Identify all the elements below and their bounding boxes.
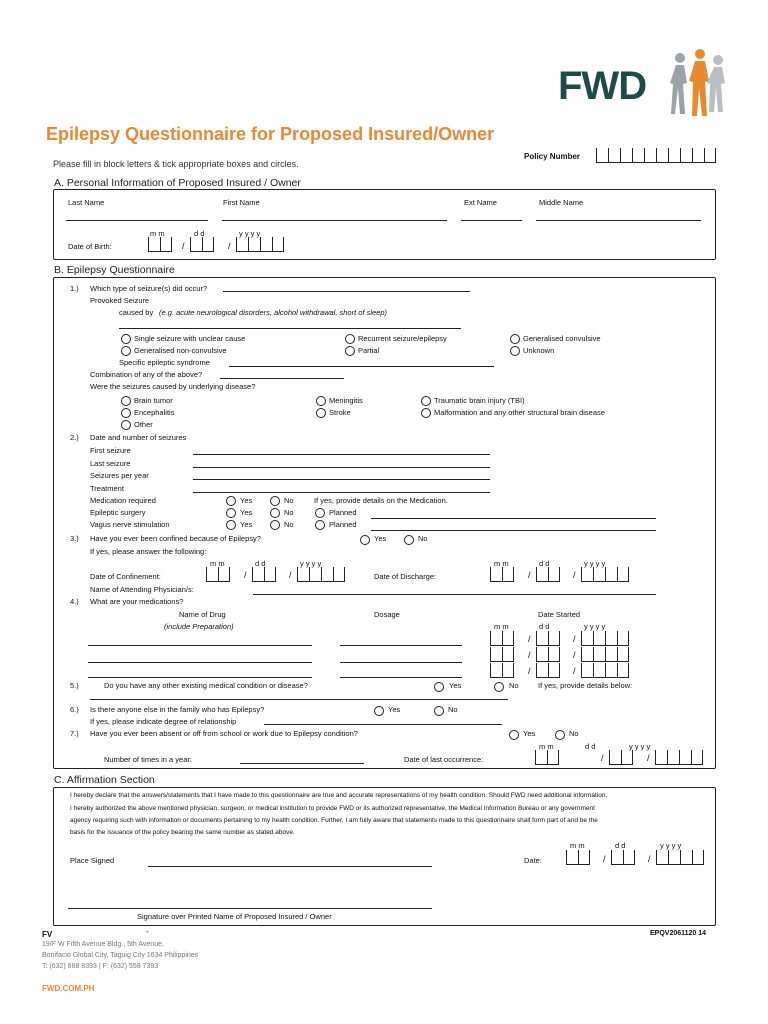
address-line-2: Bonifacio Global City, Taguig City 1634 Philippines [42,952,199,959]
opt-other-label: Other [134,420,153,429]
opt-stroke-label: Stroke [329,408,351,417]
q5-number: 5.) [70,681,79,690]
address-line-3: T: (632) 888 8393 | F: (632) 558 7393 [42,963,159,970]
radio-encephalitis[interactable] [121,408,131,418]
sign-date-label: Date: [524,856,542,865]
place-signed-field[interactable] [148,866,432,867]
radio-recurrent[interactable] [345,334,355,344]
form-code: EPQV2061120 14 [650,930,707,937]
radio-malformation[interactable] [421,408,431,418]
radio-q6-no[interactable] [434,706,444,716]
radio-q5-no[interactable] [494,682,504,692]
med-yyyy-hint: y y y y [584,622,606,631]
conf-yyyy-hint: y y y y [300,559,322,568]
occ-mm-hint: m m [539,742,554,751]
ext-name-field[interactable] [461,220,522,221]
section-a-title: A. Personal Information of Proposed Insured / Owner [54,177,301,189]
q7-no-label: No [569,729,579,738]
discharge-label: Date of Discharge: [374,572,437,581]
specific-syndrome-label: Specific epileptic syndrome [119,358,210,367]
conf-slash-1: / [244,570,247,580]
med-start-month[interactable] [490,647,514,662]
radio-q7-yes[interactable] [509,730,519,740]
q7-number: 7.) [70,729,79,738]
q4-number: 4.) [70,597,79,606]
vagus-label: Vagus nerve stimulation [90,520,170,529]
page-title: Epilepsy Questionnaire for Proposed Insured/Owner [46,124,495,144]
med-slash: / [528,650,531,660]
surgery-no-label: No [284,508,294,517]
sign-yyyy-hint: y y y y [660,841,682,850]
vagus-yes-label: Yes [240,520,253,529]
conf-dd-hint: d d [255,559,266,568]
radio-vagus-yes[interactable] [226,520,236,530]
occ-dd-hint: d d [585,742,596,751]
q2-text: Date and number of seizures [90,433,187,442]
med-start-day[interactable] [536,663,560,678]
first-seizure-field[interactable] [193,454,490,455]
radio-unknown[interactable] [510,346,520,356]
vagus-planned-label: Planned [329,520,357,529]
last-name-label: Last Name [68,198,105,207]
opt-brain-tumor-label: Brain tumor [134,396,173,405]
q6-text: Is there anyone else in the family who has Epilepsy? [90,705,265,714]
radio-medication-yes[interactable] [226,496,236,506]
opt-partial-label: Partial [358,346,380,355]
radio-other[interactable] [121,420,131,430]
treatment-field[interactable] [193,492,490,493]
section-b-title: B. Epilepsy Questionnaire [54,264,175,276]
affirmation-line-1: I hereby declare that the answers/statements that I have made to this questionnaire are true and accurate representations of my health condition. Should FWD need additional information, [70,792,608,799]
dis-slash-2: / [573,570,576,580]
q7-yes-label: Yes [523,729,536,738]
occ-slash-1: / [601,753,604,763]
opt-tbi-label: Traumatic brain injury (TBI) [434,396,525,405]
opt-recurrent-label: Recurrent seizure/epilepsy [358,334,447,343]
opt-gen-conv-label: Generalised convulsive [523,334,601,343]
q6-number: 6.) [70,705,79,714]
opt-gen-nonconv-label: Generalised non-convulsive [134,346,227,355]
radio-q6-yes[interactable] [374,706,384,716]
sign-mm-hint: m m [570,841,585,850]
website-link[interactable]: FWD.COM.PH [42,984,95,993]
dob-yyyy-hint: y y y y [239,229,261,238]
times-label: Number of times in a year: [104,755,192,764]
q7-text: Have you ever been absent or off from school or work due to Epilepsy condition? [90,729,358,738]
discharge-dd-hint: d d [539,559,550,568]
vagus-detail-field[interactable] [371,530,656,531]
dosage-header: Dosage [374,610,400,619]
physician-label: Name of Attending Physician/s: [90,585,194,594]
ext-name-label: Ext Name [464,198,497,207]
medication-detail-label: If yes, provide details on the Medication. [314,496,448,505]
radio-partial[interactable] [345,346,355,356]
sign-date-year[interactable] [656,850,704,865]
physician-field[interactable] [253,594,656,595]
med-dd-hint: d d [539,622,550,631]
medication-no-label: No [284,496,294,505]
combination-field[interactable] [220,378,344,379]
last-occ-month[interactable] [535,750,559,765]
discharge-mm-hint: m m [494,559,509,568]
dosage-field[interactable] [340,677,462,678]
include-prep-note: (include Preparation) [164,622,234,631]
radio-surgery-yes[interactable] [226,508,236,518]
radio-vagus-planned[interactable] [315,520,325,530]
underlying-label: Were the seizures caused by underlying disease? [90,382,256,391]
med-slash: / [528,634,531,644]
med-start-year[interactable] [581,647,629,662]
radio-single-seizure[interactable] [121,334,131,344]
treatment-label: Treatment [90,484,124,493]
med-start-day[interactable] [536,647,560,662]
q1-text: Which type of seizure(s) did occur? [90,284,208,293]
confinement-day[interactable] [252,567,276,582]
med-start-month[interactable] [490,631,514,646]
policy-number-input[interactable] [596,148,716,163]
footer-fv: FV [42,930,53,939]
provoked-label: Provoked Seizure [90,296,150,305]
opt-meningitis-label: Meningitis [329,396,363,405]
q5-text: Do you have any other existing medical condition or disease? [104,681,308,690]
caused-by-label: caused by [119,308,154,317]
last-name-field[interactable] [66,220,208,221]
place-signed-label: Place Signed [70,856,115,865]
conf-mm-hint: m m [210,559,225,568]
occ-yyyy-hint: y y y y [629,742,651,751]
med-start-day[interactable] [536,631,560,646]
times-field[interactable] [240,763,364,764]
caused-by-example: (e.g. acute neurological disorders, alcohol withdrawal, short of sleep) [159,308,388,317]
drug-header: Name of Drug [179,610,226,619]
per-year-field[interactable] [193,479,490,480]
radio-surgery-no[interactable] [270,508,280,518]
dob-slash-1: / [182,241,185,251]
first-seizure-label: First seizure [90,446,131,455]
policy-number-label: Policy Number [524,152,581,161]
opt-single-label: Single seizure with unclear cause [134,334,246,343]
address-line-1: 19/F W Fifth Avenue Bldg., 5th Avenue, [42,941,164,948]
first-name-label: First Name [223,198,260,207]
discharge-month[interactable] [490,567,514,582]
q6-no-label: No [448,705,458,714]
vagus-no-label: No [284,520,294,529]
drug-field[interactable] [88,662,312,663]
dob-slash-2: / [228,241,231,251]
specific-syndrome-field[interactable] [229,366,494,367]
confined-yes-label: Yes [374,534,387,543]
radio-brain-tumor[interactable] [121,396,131,406]
radio-q7-no[interactable] [555,730,565,740]
footer-dash: - [146,927,149,936]
opt-unknown-label: Unknown [523,346,555,355]
q3-number: 3.) [70,534,79,543]
surgery-planned-label: Planned [329,508,357,517]
occ-slash-2: / [647,753,650,763]
med-slash: / [573,666,576,676]
q6-sub: If yes, please indicate degree of relationship [90,717,237,726]
radio-q5-yes[interactable] [434,682,444,692]
discharge-year[interactable] [581,567,629,582]
radio-medication-no[interactable] [270,496,280,506]
signature-field[interactable] [68,908,432,909]
affirmation-line-2: I hereby authorized the above mentioned physician, surgeon, or medical institution to provide FWD or its authorized representative, the Medical Information Bureau or any government [70,805,595,812]
sign-slash-2: / [648,854,651,864]
dosage-field[interactable] [340,662,462,663]
q1-number: 1.) [70,284,79,293]
dob-year-input[interactable] [236,237,284,252]
dob-mm-hint: m m [150,229,165,238]
date-started-header: Date Started [538,610,581,619]
sign-date-day[interactable] [611,850,635,865]
caused-by-field[interactable] [119,328,461,329]
last-occ-label: Date of last occurrence: [404,755,484,764]
radio-vagus-no[interactable] [270,520,280,530]
med-start-month[interactable] [490,663,514,678]
q5-yes-label: Yes [449,681,462,690]
q3-sub: If yes, please answer the following: [90,547,207,556]
q5-no-label: No [509,681,519,690]
med-mm-hint: m m [494,622,509,631]
med-start-year[interactable] [581,663,629,678]
surgery-detail-field[interactable] [371,518,656,519]
medication-label: Medication required [90,496,156,505]
radio-meningitis[interactable] [316,396,326,406]
affirmation-line-4: basis for the issuance of the policy bearing the same number as stated above. [70,829,295,836]
middle-name-field[interactable] [536,220,701,221]
last-seizure-label: Last seizure [90,459,131,468]
drug-field[interactable] [88,645,312,646]
med-slash: / [573,634,576,644]
q6-yes-label: Yes [388,705,401,714]
signature-label: Signature over Printed Name of Proposed Insured / Owner [137,912,332,921]
first-name-field[interactable] [222,220,447,221]
opt-malformation-label: Malformation and any other structural brain disease [434,408,605,417]
q5-detail-field[interactable] [90,699,508,700]
per-year-label: Seizures per year [90,471,149,480]
sign-dd-hint: d d [615,841,626,850]
runners-icon [668,46,730,120]
last-seizure-field[interactable] [193,467,490,468]
q4-text: What are your medications? [90,597,184,606]
radio-surgery-planned[interactable] [315,508,325,518]
med-slash: / [573,650,576,660]
affirmation-line-3: agency requiring such with information or documents pertaining to my health condition. Further, I am fully aware that statements made to this questionnaire shall form part of and be the [70,817,598,824]
conf-slash-2: / [289,570,292,580]
sign-date-month[interactable] [566,850,590,865]
section-c-title: C. Affirmation Section [54,774,155,786]
drug-field[interactable] [88,677,312,678]
opt-encephalitis-label: Encephalitis [134,408,175,417]
dob-dd-hint: d d [194,229,205,238]
discharge-day[interactable] [536,567,560,582]
med-start-year[interactable] [581,631,629,646]
surgery-label: Epileptic surgery [90,508,146,517]
radio-confined-no[interactable] [404,535,414,545]
q5-detail-label: If yes, provide details below: [538,681,633,690]
confinement-month[interactable] [206,567,230,582]
radio-confined-yes[interactable] [360,535,370,545]
q3-text: Have you ever been confined because of Epilepsy? [90,534,261,543]
relationship-field[interactable] [264,724,502,725]
last-occ-year[interactable] [655,750,703,765]
radio-stroke[interactable] [316,408,326,418]
discharge-yyyy-hint: y y y y [584,559,606,568]
confinement-label: Date of Confinement: [90,572,161,581]
last-occ-day[interactable] [609,750,633,765]
confined-no-label: No [418,534,428,543]
radio-tbi[interactable] [421,396,431,406]
confinement-year[interactable] [297,567,345,582]
middle-name-label: Middle Name [539,198,584,207]
q1-answer-field[interactable] [223,291,470,292]
surgery-yes-label: Yes [240,508,253,517]
dob-day-input[interactable] [190,237,214,252]
med-slash: / [528,666,531,676]
sign-slash-1: / [603,854,606,864]
radio-gen-nonconvulsive[interactable] [121,346,131,356]
dob-month-input[interactable] [148,237,172,252]
radio-gen-convulsive[interactable] [510,334,520,344]
q2-number: 2.) [70,433,79,442]
medication-yes-label: Yes [240,496,253,505]
dosage-field[interactable] [340,645,462,646]
dis-slash-1: / [528,570,531,580]
instruction-text: Please fill in block letters & tick appropriate boxes and circles. [53,159,299,169]
dob-label: Date of Birth: [68,242,112,251]
fwd-logo-text: FWD [558,64,647,108]
combination-label: Combination of any of the above? [90,370,203,379]
